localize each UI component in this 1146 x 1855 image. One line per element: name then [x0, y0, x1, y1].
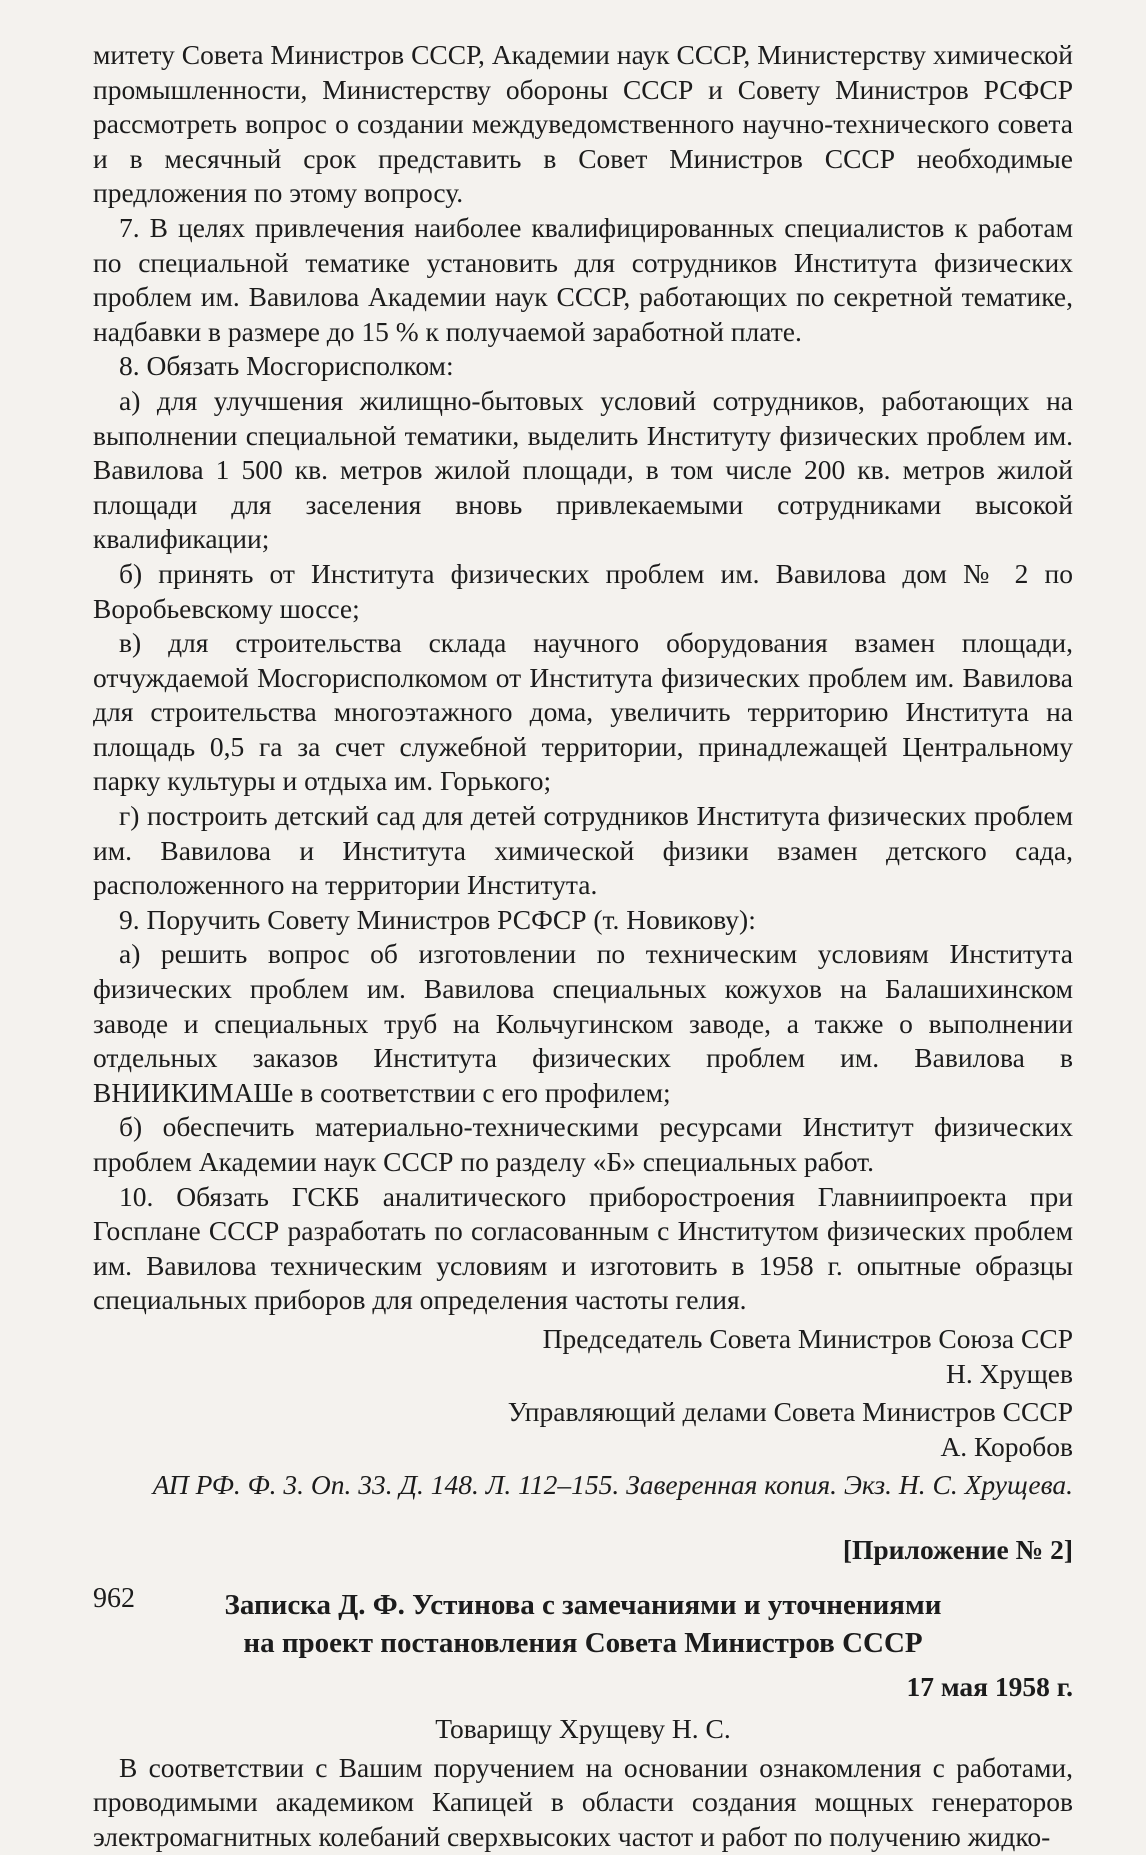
page-number: 962 — [93, 1583, 135, 1614]
paragraph-item-8b: б) принять от Института физических проблем им. Вавилова дом № 2 по Воробьевскому шоссе; — [93, 557, 1073, 624]
document-date: 17 мая 1958 г. — [906, 1670, 1073, 1702]
signature-manager — [93, 1395, 1073, 1464]
signature-title: Управляющий делами Совета Министров СССР — [507, 1396, 1073, 1428]
signature-name: А. Коробов — [940, 1430, 1073, 1462]
document-title — [93, 1586, 1073, 1662]
paragraph-item-8g: г) построить детский сад для детей сотрудников Института физических проблем им. Вавилова и Института химической физики взамен детского сада, расположенного на территории Института. — [93, 800, 1073, 901]
paragraph-continuation: митету Совета Министров СССР, Академии наук СССР, Министерству химической промышленности, Министерству обороны СССР и Совету Министров РСФСР рассмотреть вопрос о создании междуведомственного научно-технического совета и в месячный срок представить в Совет Министров СССР необходимые предложения по этому вопросу. — [93, 39, 1073, 209]
document-title-line-1: Записка Д. Ф. Устинова с замечаниями и уточнениями — [224, 1588, 942, 1621]
paragraph-item-9a: а) решить вопрос об изготовлении по техническим условиям Института физических проблем им. Вавилова специальных кожухов на Балашихинском заводе и специальных труб на Кольчугинском заводе, а также о выполнении отдельных заказов Института физических проблем им. Вавилова в ВНИИКИМАШе в соответствии с его профилем; — [93, 938, 1073, 1108]
paragraph-item-9b: б) обеспечить материально-техническими ресурсами Институт физических проблем Академии наук СССР по разделу «Б» специальных работ. — [93, 1111, 1073, 1177]
appendix-label: [Приложение № 2] — [842, 1533, 1073, 1565]
paragraph-item-8: 8. Обязать Мосгорисполком: — [119, 350, 454, 382]
document-title-line-2: на проект постановления Совета Министров СССР — [243, 1626, 923, 1659]
archive-reference: АП РФ. Ф. 3. Оп. 33. Д. 148. Л. 112–155. Заверенная копия. Экз. Н. С. Хрущева. — [152, 1469, 1073, 1501]
paragraph-item-7: 7. В целях привлечения наиболее квалифицированных специалистов к работам по специальной тематике установить для сотрудников Института физических проблем им. Вавилова Академии наук СССР, работающих по секретной тематике, надбавки в размере до 15 % к получаемой заработной плате. — [93, 211, 1073, 347]
closing-paragraph: В соответствии с Вашим поручением на основании ознакомления с работами, проводимыми академиком Капицей в области создания мощных генераторов электромагнитных колебаний сверхвысоких частот и работ по получению жидко- — [93, 1751, 1073, 1852]
paragraph-item-8a: а) для улучшения жилищно-бытовых условий сотрудников, работающих на выполнении специальной тематики, выделить Институту физических проблем им. Вавилова 1 500 кв. метров жилой площади, в том числе 200 кв. метров жилой площади для заселения вновь привлекаемыми сотрудниками высокой квалификации; — [93, 384, 1073, 555]
salutation: Товарищу Хрущеву Н. С. — [435, 1713, 731, 1745]
paragraph-item-10: 10. Обязать ГСКБ аналитического приборостроения Главниипроекта при Госплане СССР разработать по согласованным с Институтом физических проблем им. Вавилова техническим условиям и изготовить в 1958 г. опытные образцы специальных приборов для определения частоты гелия. — [93, 1180, 1073, 1316]
signature-name: Н. Хрущев — [946, 1357, 1073, 1389]
signature-title: Председатель Совета Министров Союза ССР — [542, 1322, 1073, 1354]
paragraph-item-9: 9. Поручить Совету Министров РСФСР (т. Новикову): — [119, 903, 756, 935]
signature-chairman — [93, 1322, 1073, 1391]
paragraph-item-8v: в) для строительства склада научного оборудования взамен площади, отчуждаемой Мосгорисполкомом от Института физических проблем им. Вавилова для строительства многоэтажного дома, увеличить территорию Института на площадь 0,5 га за счет служебной территории, принадлежащей Центральному парку культуры и отдыха им. Горького; — [93, 627, 1073, 797]
document-page — [93, 38, 1073, 1855]
